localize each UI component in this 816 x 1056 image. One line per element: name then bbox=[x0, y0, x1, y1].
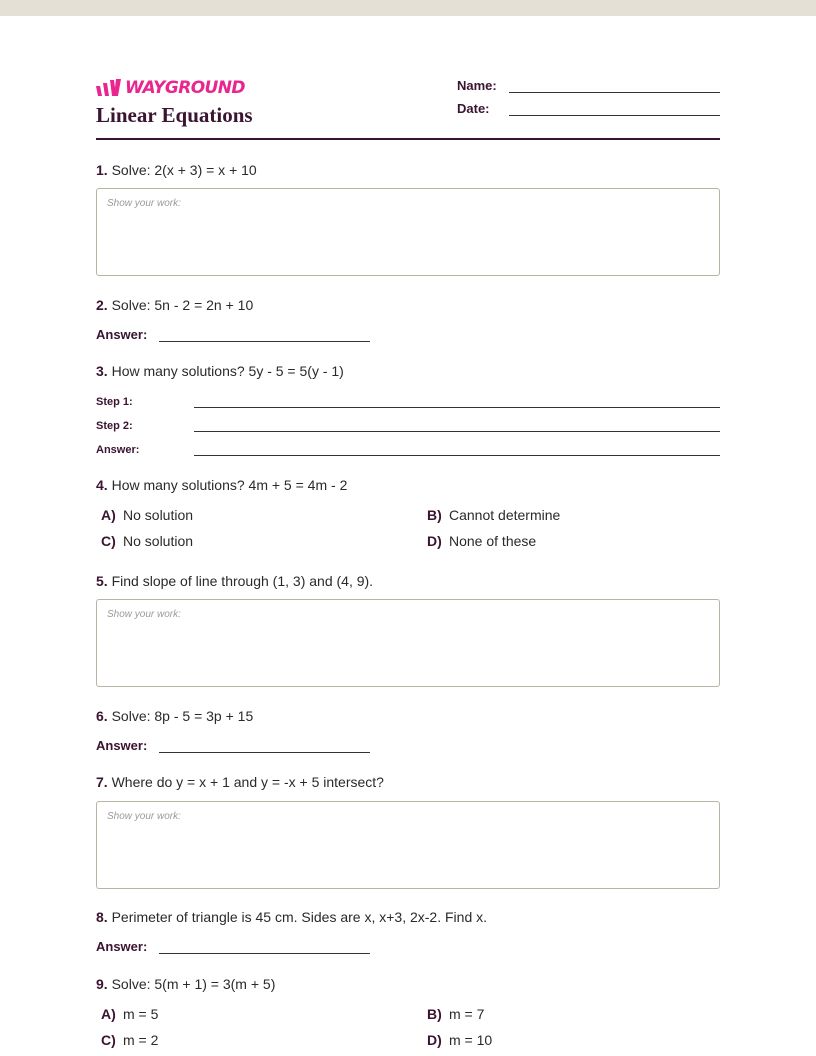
step-label: Step 2: bbox=[96, 420, 133, 432]
option-b[interactable] bbox=[427, 1006, 484, 1022]
option-text: m = 2 bbox=[123, 1032, 159, 1048]
step-field[interactable] bbox=[194, 417, 720, 432]
question-number: 5. bbox=[96, 573, 108, 589]
answer-field[interactable] bbox=[159, 737, 370, 753]
question-text: Solve: 5(m + 1) = 3(m + 5) bbox=[111, 976, 276, 992]
brand-name: WAYGROUND bbox=[125, 78, 245, 98]
question-number: 1. bbox=[96, 162, 108, 178]
worksheet-header bbox=[96, 76, 720, 140]
name-label: Name: bbox=[457, 78, 497, 93]
option-b[interactable] bbox=[427, 507, 560, 523]
question-9 bbox=[96, 976, 275, 992]
option-d[interactable] bbox=[427, 533, 536, 549]
wayground-logo-icon bbox=[96, 79, 122, 97]
work-placeholder: Show your work: bbox=[107, 198, 181, 209]
top-bar bbox=[0, 0, 816, 16]
answer-label: Answer: bbox=[96, 738, 148, 753]
name-row bbox=[457, 78, 720, 93]
option-letter: D) bbox=[427, 1032, 442, 1048]
question-6 bbox=[96, 708, 253, 724]
option-a[interactable] bbox=[101, 507, 193, 523]
answer-row-2 bbox=[96, 326, 370, 342]
option-d[interactable] bbox=[427, 1032, 492, 1048]
question-text: Find slope of line through (1, 3) and (4, 9). bbox=[111, 573, 374, 589]
work-box-1[interactable] bbox=[96, 188, 720, 276]
option-a[interactable] bbox=[101, 1006, 158, 1022]
header-divider bbox=[96, 138, 720, 140]
question-number: 6. bbox=[96, 708, 108, 724]
question-4 bbox=[96, 477, 347, 493]
option-text: Cannot determine bbox=[449, 507, 561, 523]
work-box-7[interactable] bbox=[96, 801, 720, 889]
date-field[interactable] bbox=[509, 101, 720, 116]
question-text: How many solutions? 4m + 5 = 4m - 2 bbox=[111, 477, 348, 493]
question-2 bbox=[96, 297, 253, 313]
question-number: 9. bbox=[96, 976, 108, 992]
option-letter: C) bbox=[101, 533, 116, 549]
question-text: Solve: 2(x + 3) = x + 10 bbox=[111, 162, 257, 178]
answer-field[interactable] bbox=[159, 326, 370, 342]
option-text: No solution bbox=[123, 533, 194, 549]
work-placeholder: Show your work: bbox=[107, 609, 181, 620]
option-letter: A) bbox=[101, 1006, 116, 1022]
question-3 bbox=[96, 363, 344, 379]
option-c[interactable] bbox=[101, 1032, 158, 1048]
option-letter: D) bbox=[427, 533, 442, 549]
step-row-answer bbox=[96, 441, 720, 456]
question-5 bbox=[96, 573, 373, 589]
question-number: 7. bbox=[96, 774, 108, 790]
question-text: How many solutions? 5y - 5 = 5(y - 1) bbox=[111, 363, 344, 379]
option-text: m = 7 bbox=[449, 1006, 485, 1022]
date-row bbox=[457, 101, 720, 116]
question-number: 4. bbox=[96, 477, 108, 493]
step-label: Answer: bbox=[96, 444, 140, 456]
question-text: Solve: 5n - 2 = 2n + 10 bbox=[111, 297, 254, 313]
option-letter: B) bbox=[427, 1006, 442, 1022]
option-text: m = 5 bbox=[123, 1006, 159, 1022]
option-text: m = 10 bbox=[449, 1032, 493, 1048]
question-text: Solve: 8p - 5 = 3p + 15 bbox=[111, 708, 254, 724]
worksheet-title: Linear Equations bbox=[96, 103, 253, 127]
option-text: None of these bbox=[449, 533, 537, 549]
step-label: Step 1: bbox=[96, 396, 133, 408]
option-letter: A) bbox=[101, 507, 116, 523]
question-text: Perimeter of triangle is 45 cm. Sides are x, x+3, 2x-2. Find x. bbox=[111, 909, 488, 925]
step-row-2 bbox=[96, 417, 720, 432]
date-label: Date: bbox=[457, 101, 490, 116]
step-row-1 bbox=[96, 393, 720, 408]
question-text: Where do y = x + 1 and y = -x + 5 intersect? bbox=[111, 774, 384, 790]
answer-row-8 bbox=[96, 938, 370, 954]
work-box-5[interactable] bbox=[96, 599, 720, 687]
answer-label: Answer: bbox=[96, 939, 148, 954]
option-letter: B) bbox=[427, 507, 442, 523]
answer-label: Answer: bbox=[96, 327, 148, 342]
answer-field[interactable] bbox=[159, 938, 370, 954]
question-7 bbox=[96, 774, 384, 790]
question-number: 3. bbox=[96, 363, 108, 379]
question-number: 8. bbox=[96, 909, 108, 925]
work-placeholder: Show your work: bbox=[107, 811, 181, 822]
brand-logo bbox=[96, 78, 245, 98]
step-field[interactable] bbox=[194, 441, 720, 456]
question-1 bbox=[96, 162, 257, 178]
step-field[interactable] bbox=[194, 393, 720, 408]
option-text: No solution bbox=[123, 507, 194, 523]
name-field[interactable] bbox=[509, 78, 720, 93]
question-number: 2. bbox=[96, 297, 108, 313]
option-c[interactable] bbox=[101, 533, 193, 549]
option-letter: C) bbox=[101, 1032, 116, 1048]
question-8 bbox=[96, 909, 487, 925]
answer-row-6 bbox=[96, 737, 370, 753]
